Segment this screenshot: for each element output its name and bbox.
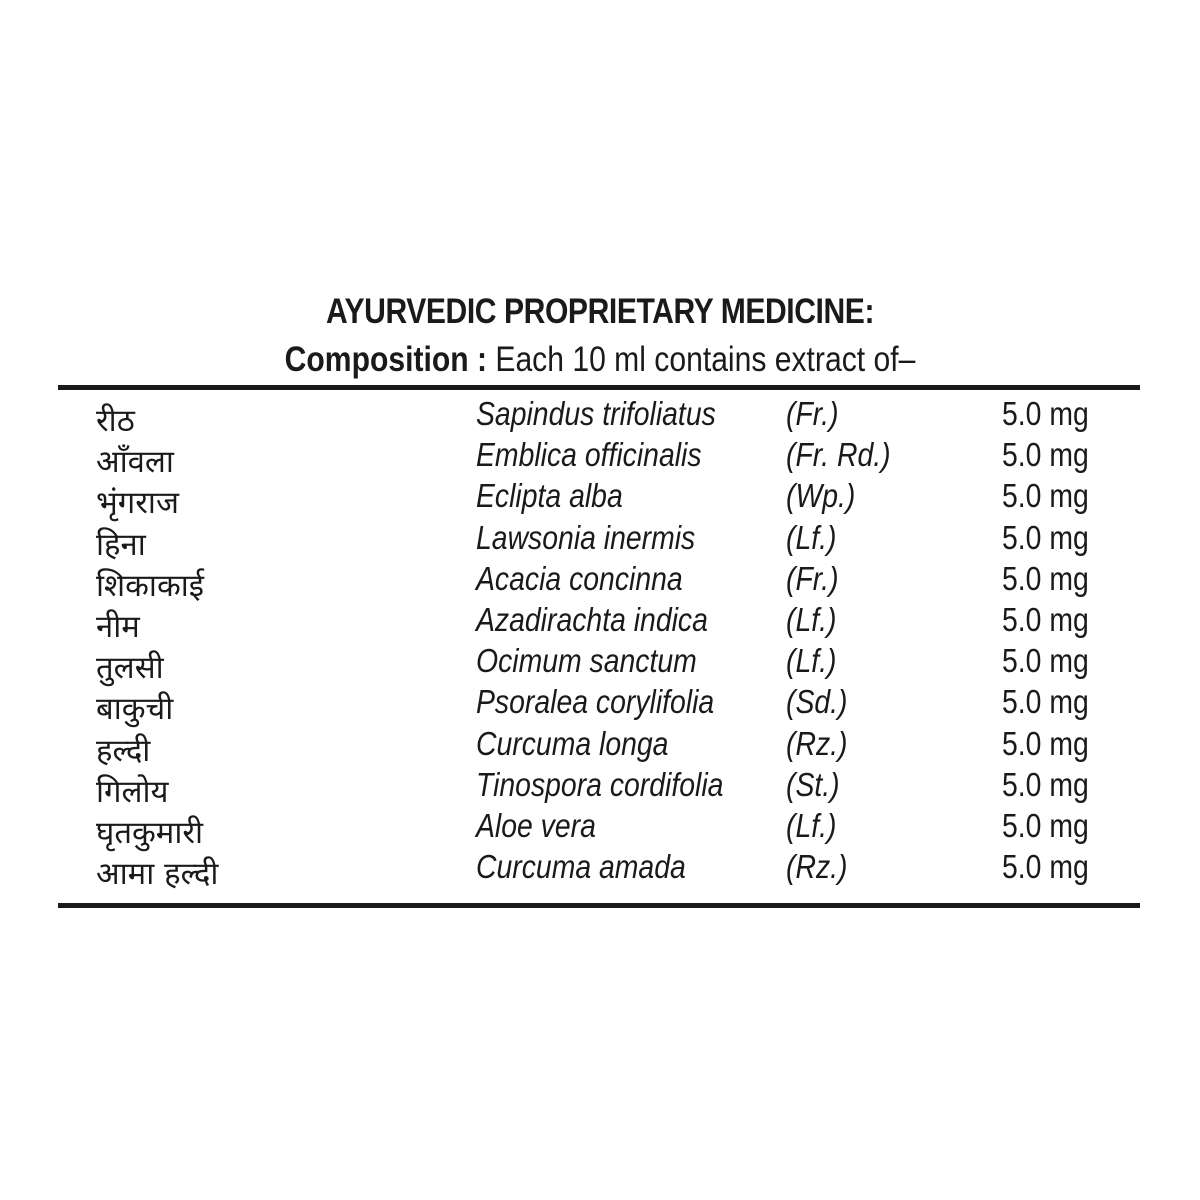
quantity: 5.0 mg — [1002, 518, 1089, 556]
ingredient-row — [0, 805, 1200, 851]
quantity: 5.0 mg — [1002, 848, 1089, 886]
quantity: 5.0 mg — [1002, 395, 1089, 432]
hindi-name: बाकुची — [96, 691, 174, 728]
plant-part: (St.) — [786, 765, 840, 803]
hindi-name: नीम — [96, 608, 140, 645]
ingredient-row — [0, 517, 1200, 563]
botanical-name: Sapindus trifoliatus — [476, 395, 716, 432]
quantity: 5.0 mg — [1002, 600, 1089, 638]
ingredient-row — [0, 764, 1200, 810]
plant-part: (Lf.) — [786, 518, 837, 556]
plant-part: (Fr.) — [786, 395, 839, 432]
quantity: 5.0 mg — [1002, 806, 1089, 844]
botanical-name: Ocimum sanctum — [476, 642, 697, 680]
plant-part: (Fr. Rd.) — [786, 436, 891, 474]
hindi-name: शिकाकाई — [96, 567, 205, 604]
top-rule — [58, 385, 1140, 390]
botanical-name: Azadirachta indica — [476, 600, 708, 638]
botanical-name: Lawsonia inermis — [476, 518, 696, 556]
composition-text: Each 10 ml contains extract of– — [495, 340, 916, 379]
quantity: 5.0 mg — [1002, 436, 1089, 474]
plant-part: (Lf.) — [786, 806, 837, 844]
hindi-name: गिलोय — [96, 773, 169, 810]
plant-part: (Sd.) — [786, 683, 848, 721]
ingredient-row — [0, 681, 1200, 728]
ingredient-row — [0, 846, 1200, 893]
page-title: AYURVEDIC PROPRIETARY MEDICINE: — [325, 292, 875, 331]
ingredient-row — [0, 393, 1200, 439]
ingredient-row — [0, 434, 1200, 481]
hindi-name: हल्दी — [96, 732, 151, 769]
ingredient-row — [0, 558, 1200, 604]
quantity: 5.0 mg — [1002, 642, 1089, 680]
botanical-name: Aloe vera — [476, 806, 596, 844]
botanical-name: Curcuma amada — [476, 848, 686, 886]
plant-part: (Rz.) — [786, 724, 848, 762]
botanical-name: Curcuma longa — [476, 724, 669, 762]
hindi-name: आमा हल्दी — [96, 856, 219, 893]
plant-part: (Fr.) — [786, 559, 839, 597]
hindi-name: आँवला — [96, 444, 174, 481]
hindi-name: तुलसी — [96, 650, 164, 687]
composition-line — [84, 340, 1116, 380]
ingredient-row — [0, 723, 1200, 769]
ingredients-table — [0, 393, 1200, 893]
botanical-name: Tinospora cordifolia — [476, 765, 724, 803]
botanical-name: Acacia concinna — [476, 559, 683, 597]
plant-part: (Wp.) — [786, 477, 856, 515]
quantity: 5.0 mg — [1002, 724, 1089, 762]
quantity: 5.0 mg — [1002, 683, 1089, 721]
botanical-name: Emblica officinalis — [476, 436, 702, 474]
botanical-name: Psoralea corylifolia — [476, 683, 715, 721]
botanical-name: Eclipta alba — [476, 477, 623, 515]
hindi-name: हिना — [96, 526, 146, 563]
ingredient-row — [0, 640, 1200, 687]
plant-part: (Rz.) — [786, 848, 848, 886]
hindi-name: रीठ — [96, 403, 135, 439]
hindi-name: घृतकुमारी — [96, 814, 204, 851]
ingredient-row — [0, 599, 1200, 645]
quantity: 5.0 mg — [1002, 477, 1089, 515]
quantity: 5.0 mg — [1002, 765, 1089, 803]
bottom-rule — [58, 903, 1140, 908]
quantity: 5.0 mg — [1002, 559, 1089, 597]
composition-label: Composition : — [284, 340, 487, 379]
plant-part: (Lf.) — [786, 642, 837, 680]
ingredient-row — [0, 475, 1200, 522]
plant-part: (Lf.) — [786, 600, 837, 638]
hindi-name: भृंगराज — [96, 485, 179, 522]
